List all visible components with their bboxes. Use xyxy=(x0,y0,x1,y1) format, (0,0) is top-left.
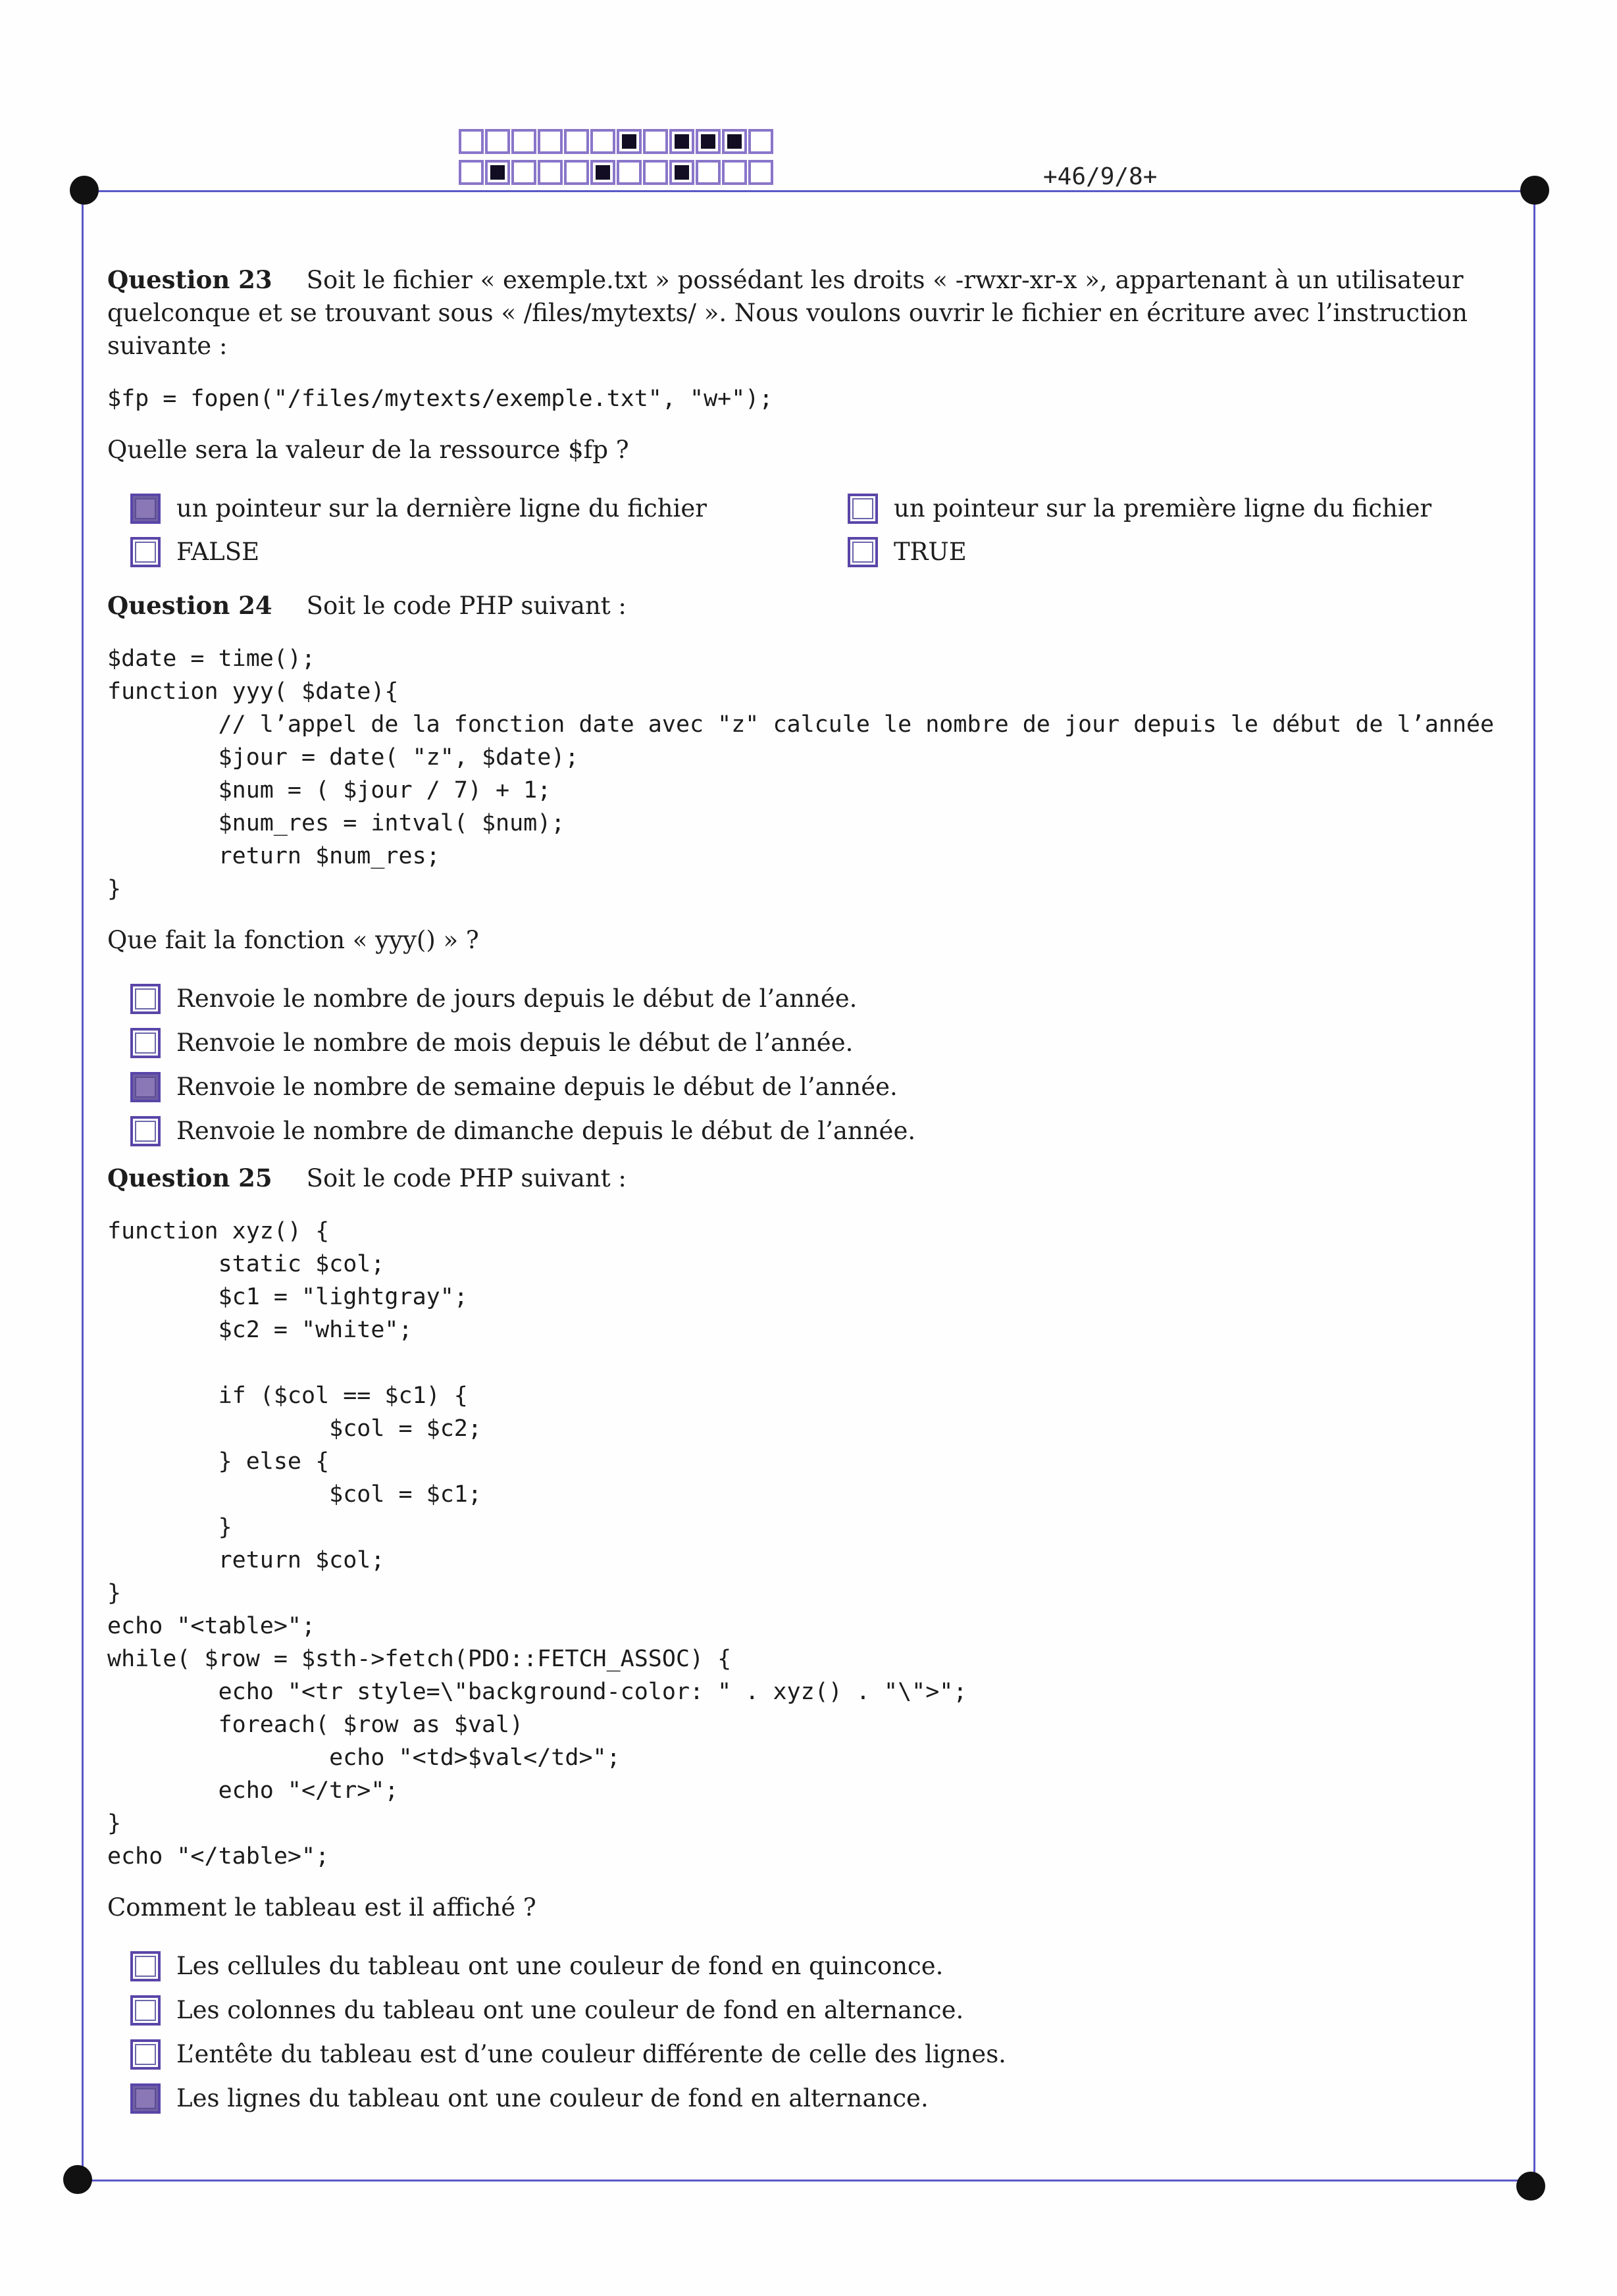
q25-answer-2[interactable] xyxy=(130,1993,1522,2028)
barcode-cell xyxy=(564,160,589,185)
answer-label: FALSE xyxy=(176,538,260,566)
page-id: +46/9/8+ xyxy=(1043,163,1158,190)
question-25 xyxy=(107,1161,1522,2116)
q25-answer-1[interactable] xyxy=(130,1949,1522,1983)
answer-label: Renvoie le nombre de dimanche depuis le début de l’année. xyxy=(176,1117,916,1145)
q24-answer-1[interactable] xyxy=(130,982,1522,1016)
question-25-intro: Soit le code PHP suivant : xyxy=(306,1164,627,1192)
answer-label: Renvoie le nombre de jours depuis le début de l’année. xyxy=(176,984,858,1013)
checkbox-icon[interactable] xyxy=(130,1995,161,2026)
answer-label: un pointeur sur la dernière ligne du fichier xyxy=(176,494,707,523)
barcode-cell xyxy=(564,129,589,154)
barcode-cell xyxy=(669,129,694,154)
q25-answer-4[interactable] xyxy=(130,2081,1522,2116)
q23-answer-2[interactable] xyxy=(848,492,1506,526)
question-23-prompt: Quelle sera la valeur de la ressource $fp ? xyxy=(107,436,629,464)
answer-label: Les cellules du tableau ont une couleur de fond en quinconce. xyxy=(176,1952,944,1980)
question-24-intro: Soit le code PHP suivant : xyxy=(306,592,627,620)
barcode-cell xyxy=(485,129,510,154)
question-23-code: $fp = fopen("/files/mytexts/exemple.txt", "w+"); xyxy=(107,386,773,412)
question-24-number: Question 24 xyxy=(107,591,272,620)
question-24-code: $date = time(); function yyy( $date){ // l’appel de la fonction date avec "z" calcule le nombre de jour depuis le début de l’année $jour = date( "z", $date); $num = ( $jour / 7) + 1; $num_res = intval( $num); return $num_res; } xyxy=(107,646,1495,902)
corner-mark-bottom-left xyxy=(63,2165,92,2194)
answer-label: Les lignes du tableau ont une couleur de fond en alternance. xyxy=(176,2084,929,2112)
checkbox-icon[interactable] xyxy=(130,2083,161,2114)
barcode-cell xyxy=(590,160,615,185)
barcode-cell xyxy=(485,160,510,185)
q24-answer-3[interactable] xyxy=(130,1070,1522,1104)
question-25-answers xyxy=(130,1949,1522,2116)
corner-mark-bottom-right xyxy=(1516,2172,1545,2201)
question-25-prompt: Comment le tableau est il affiché ? xyxy=(107,1893,536,1922)
checkbox-icon[interactable] xyxy=(130,1116,161,1146)
barcode-row-2 xyxy=(459,160,775,185)
question-23-number: Question 23 xyxy=(107,265,272,294)
q23-answer-3[interactable] xyxy=(130,535,848,569)
q25-answer-3[interactable] xyxy=(130,2037,1522,2072)
exam-content xyxy=(107,263,1522,2126)
barcode-cell xyxy=(459,129,484,154)
barcode-cell xyxy=(722,129,747,154)
frame-bottom-line xyxy=(78,2180,1531,2181)
q23-answer-4[interactable] xyxy=(848,535,1506,569)
barcode-cell xyxy=(617,129,642,154)
question-25-number: Question 25 xyxy=(107,1163,272,1192)
barcode-cell xyxy=(696,129,721,154)
answer-label: L’entête du tableau est d’une couleur différente de celle des lignes. xyxy=(176,2040,1006,2068)
checkbox-icon[interactable] xyxy=(130,1951,161,1981)
frame-top-line xyxy=(84,190,1535,192)
barcode-cell xyxy=(590,129,615,154)
question-23-text xyxy=(107,263,1522,363)
checkbox-icon[interactable] xyxy=(130,2039,161,2070)
barcode-row-1 xyxy=(459,129,775,154)
barcode-cell xyxy=(617,160,642,185)
question-23-intro: Soit le fichier « exemple.txt » possédant les droits « -rwxr-xr-x », appartenant à un utilisateur quelconque et se trouvant sous « /files/mytexts/ ». Nous voulons ouvrir le fichier en écriture avec l’instruction suivante : xyxy=(107,266,1468,360)
frame-left-line xyxy=(82,190,84,2181)
answer-label: Les colonnes du tableau ont une couleur de fond en alternance. xyxy=(176,1996,964,2024)
checkbox-icon[interactable] xyxy=(848,537,878,567)
frame-right-line xyxy=(1533,190,1535,2181)
barcode-cell xyxy=(696,160,721,185)
question-24 xyxy=(107,589,1522,1148)
question-23-answers xyxy=(130,492,1522,569)
barcode-cell xyxy=(722,160,747,185)
answer-label: Renvoie le nombre de mois depuis le début de l’année. xyxy=(176,1029,854,1057)
barcode-cell xyxy=(538,129,563,154)
q24-answer-2[interactable] xyxy=(130,1026,1522,1060)
question-23 xyxy=(107,263,1522,569)
corner-mark-top-right xyxy=(1520,176,1549,205)
question-24-prompt: Que fait la fonction « yyy() » ? xyxy=(107,926,479,954)
barcode-cell xyxy=(511,129,536,154)
barcode-cell xyxy=(643,129,668,154)
question-25-text xyxy=(107,1161,1522,1195)
checkbox-icon[interactable] xyxy=(130,494,161,524)
checkbox-icon[interactable] xyxy=(848,494,878,524)
answer-label: TRUE xyxy=(894,538,967,566)
question-24-text xyxy=(107,589,1522,623)
question-24-answers xyxy=(130,982,1522,1148)
barcode-cell xyxy=(511,160,536,185)
barcode-cell xyxy=(538,160,563,185)
answer-label: Renvoie le nombre de semaine depuis le début de l’année. xyxy=(176,1073,898,1101)
checkbox-icon[interactable] xyxy=(130,1072,161,1102)
corner-mark-top-left xyxy=(70,176,99,205)
checkbox-icon[interactable] xyxy=(130,1028,161,1058)
barcode-cell xyxy=(669,160,694,185)
barcode-cell xyxy=(643,160,668,185)
checkbox-icon[interactable] xyxy=(130,984,161,1014)
answer-label: un pointeur sur la première ligne du fichier xyxy=(894,494,1432,523)
barcode-cell xyxy=(748,129,773,154)
question-25-code: function xyz() { static $col; $c1 = "lightgray"; $c2 = "white"; if ($col == $c1) { $col = $c2; } else { $col = $c1; } return $col; } echo "<table>"; while( $row = $sth->fetch(PDO::FETCH_ASSOC) { echo "<tr style=\"background-color: " . xyz() . "\">"; foreach( $row as $val) echo "<td>$val</td>"; echo "</tr>"; } echo "</table>"; xyxy=(107,1218,967,1870)
q24-answer-4[interactable] xyxy=(130,1114,1522,1148)
barcode-cell xyxy=(459,160,484,185)
q23-answer-1[interactable] xyxy=(130,492,848,526)
barcode-cell xyxy=(748,160,773,185)
checkbox-icon[interactable] xyxy=(130,537,161,567)
